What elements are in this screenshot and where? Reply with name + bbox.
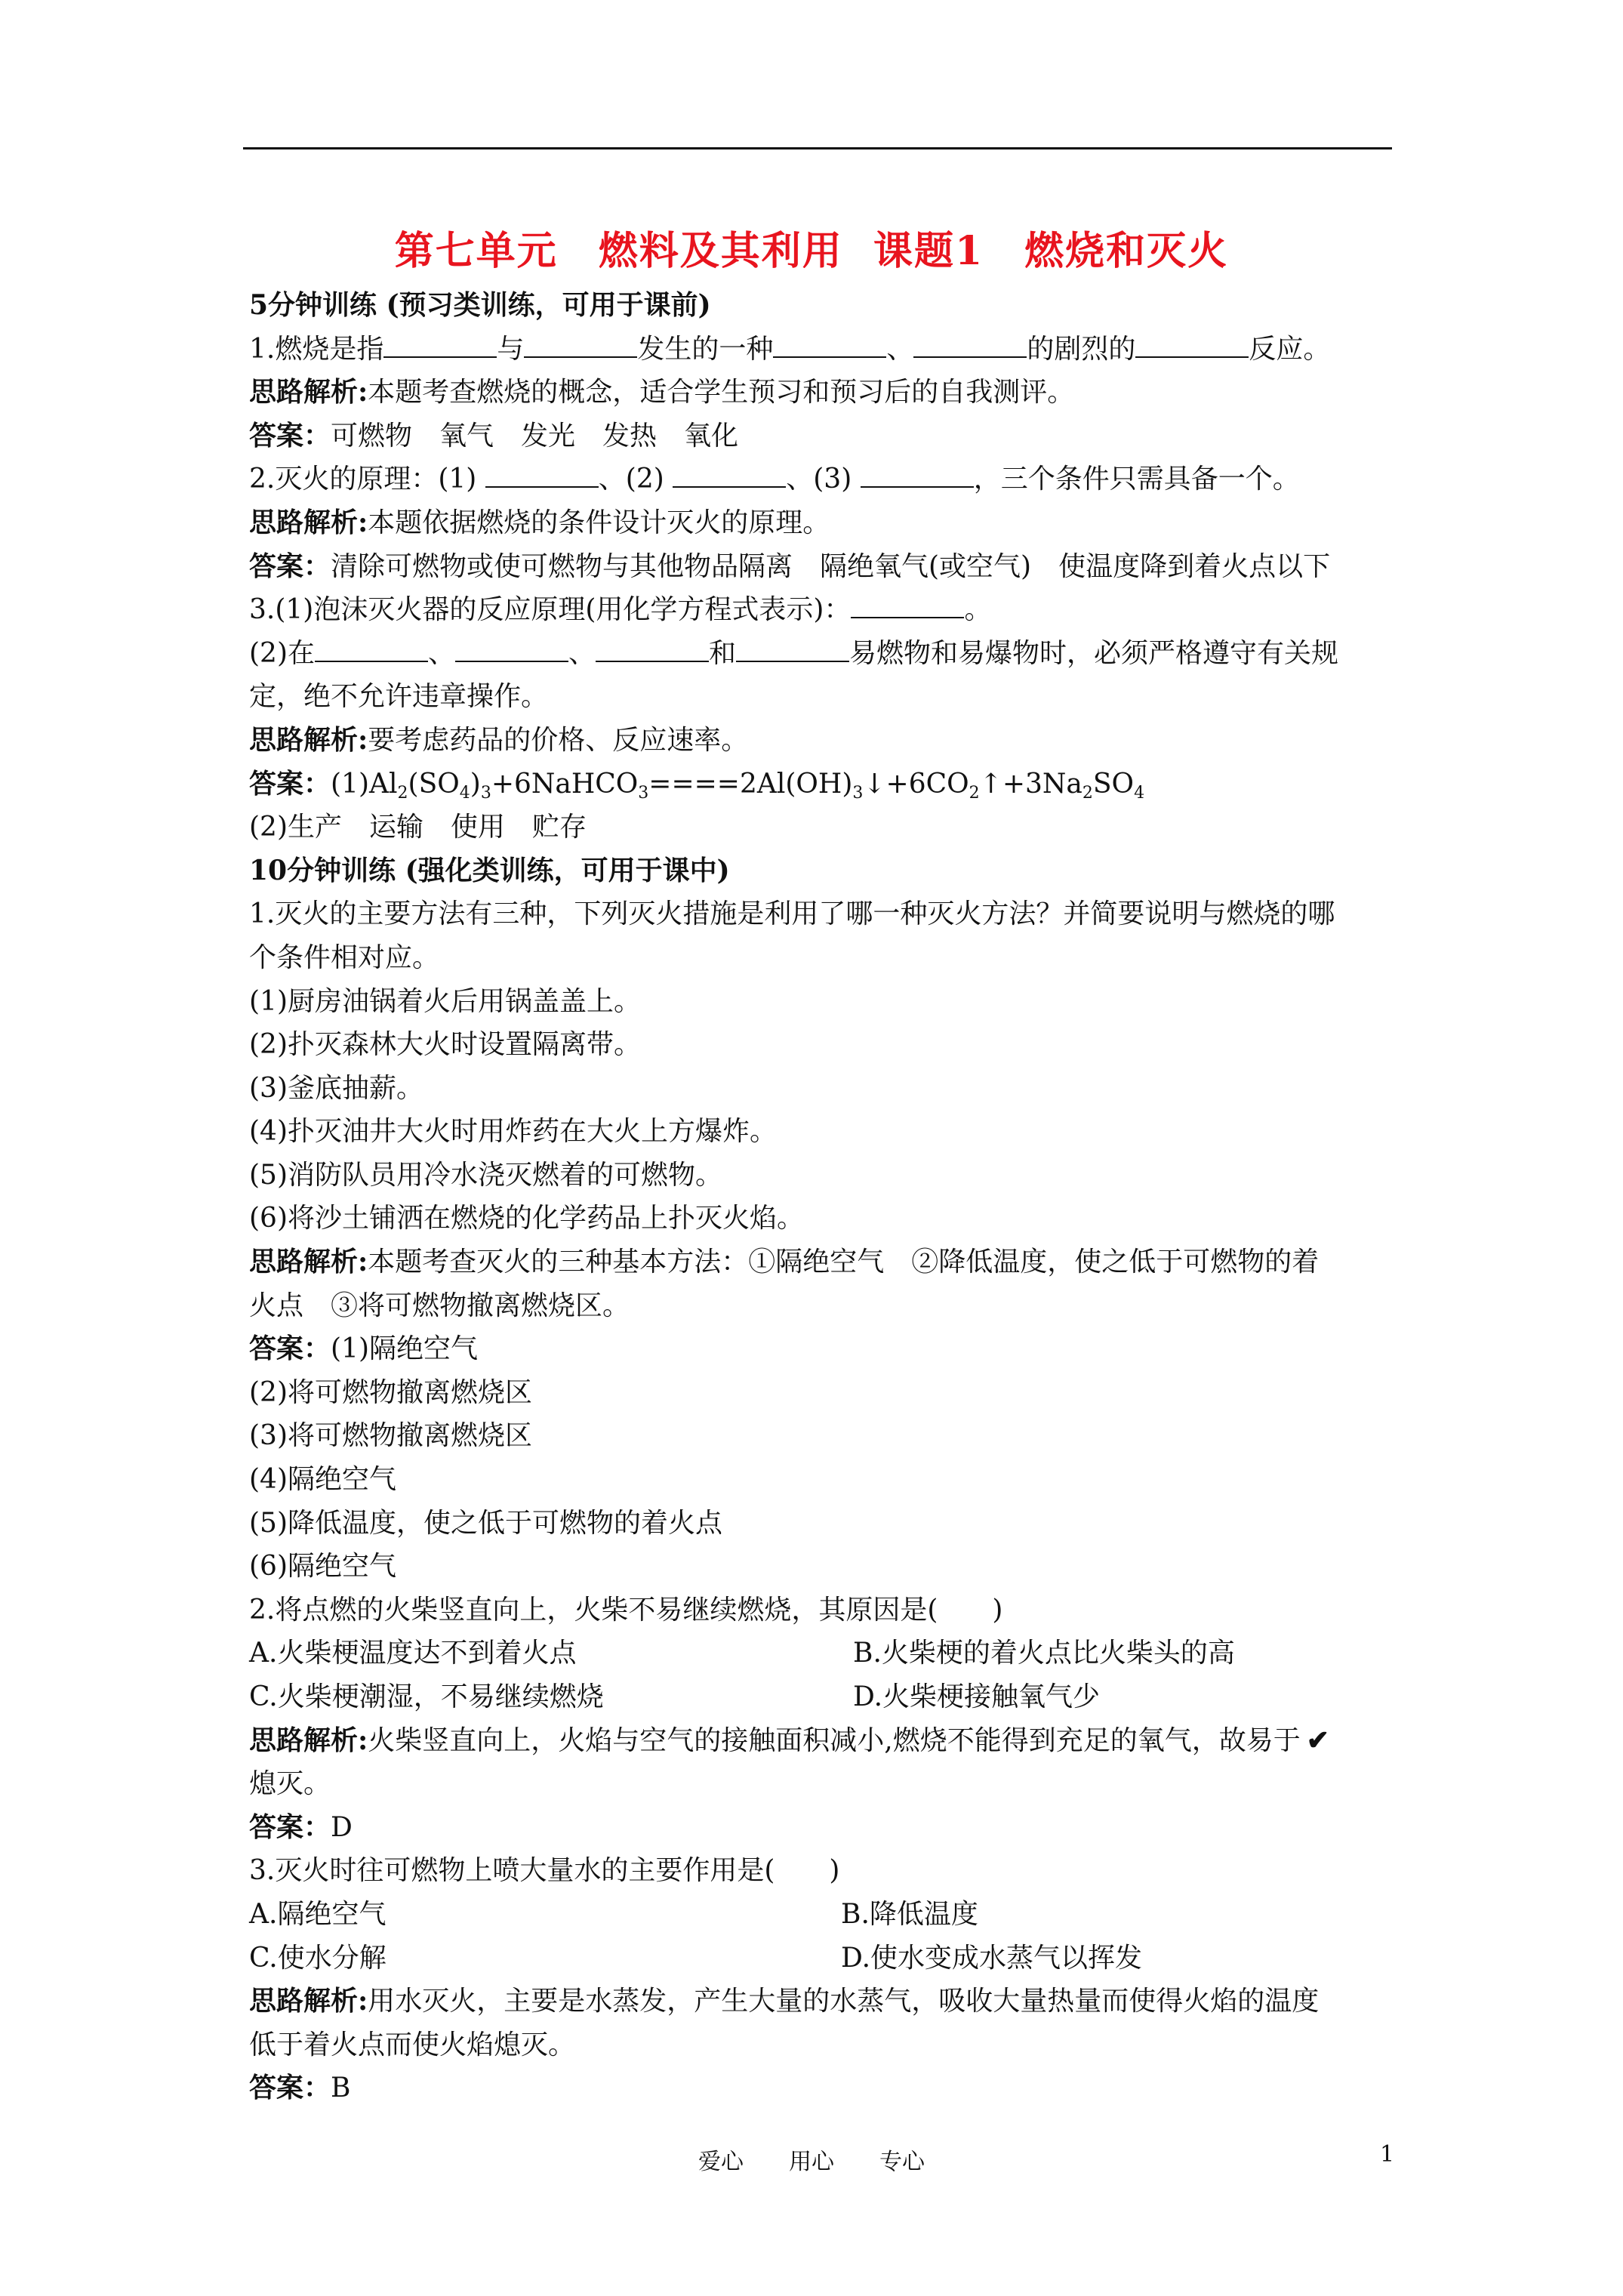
analysis-cont: 低于着火点而使火焰熄灭。 — [249, 2029, 576, 2060]
answer-blank — [861, 464, 974, 488]
page-title: 第七单元 燃料及其利用 课题1 燃烧和灭火 — [394, 228, 1229, 274]
checkmark-icon: ✔ — [1306, 1724, 1329, 1756]
answer-blank — [736, 638, 849, 662]
answer-item: (4)隔绝空气 — [249, 1464, 396, 1496]
list-item: (5)消防队员用冷水浇灭燃着的可燃物。 — [249, 1159, 722, 1191]
option-row — [249, 1937, 1397, 1980]
question-1-stem-cont: 个条件相对应。 — [249, 942, 440, 973]
section-heading: 5分钟训练 (预习类训练，可用于课前) — [249, 289, 711, 321]
answer: 答案：B — [249, 2072, 351, 2104]
answer-part2: (2)生产 运输 使用 贮存 — [249, 812, 587, 843]
option-row — [249, 1675, 1397, 1719]
option-c: C.使水分解 — [249, 1942, 387, 1974]
option-c: C.火柴梗潮湿，不易继续燃烧 — [249, 1681, 604, 1712]
answer-item: (2)将可燃物撤离燃烧区 — [249, 1376, 532, 1408]
question-3-stem: 3.(1)泡沫灭火器的反应原理(用化学方程式表示)： 。 — [249, 594, 992, 626]
question-3-part2-cont: 定，绝不允许违章操作。 — [249, 681, 549, 713]
option-d: D.使水变成水蒸气以挥发 — [841, 1942, 1143, 1974]
answer-item: (3)将可燃物撤离燃烧区 — [249, 1420, 532, 1452]
list-item: (2)扑灭森林大火时设置隔离带。 — [249, 1029, 641, 1061]
header-rule — [243, 147, 1392, 149]
question-1-stem: 1.灭火的主要方法有三种，下列灭火措施是利用了哪一种灭火方法？并简要说明与燃烧的哪 — [249, 898, 1335, 930]
analysis: 思路解析:火柴竖直向上，火焰与空气的接触面积减小,燃烧不能得到充足的氧气，故易于 ✔ — [249, 1719, 1397, 1763]
answer-equation: 答案：$(1)Al_2(SO_4)_3+6NaHCO_3====2Al(OH)_3↓+6CO_2↑+3Na_2SO_4$ — [249, 767, 1145, 803]
answer-item: (6)隔绝空气 — [249, 1551, 396, 1583]
analysis-cont: 熄灭。 — [249, 1768, 331, 1800]
answer: 答案：可燃物 氧气 发光 发热 氧化 — [249, 419, 739, 451]
answer-blank — [913, 334, 1027, 358]
question-3-part2: (2)在 、 、 和 易燃物和易爆物时，必须严格遵守有关规 — [249, 637, 1339, 669]
answer-blank — [596, 638, 709, 662]
answer-blank — [383, 334, 497, 358]
answer-blank — [851, 594, 964, 618]
analysis: 思路解析:用水灭火，主要是水蒸发，产生大量的水蒸气，吸收大量热量而使得火焰的温度 — [249, 1985, 1320, 2017]
option-b: B.降低温度 — [841, 1898, 978, 1930]
question-2-stem: 2.灭火的原理：(1) 、(2) 、(3) ，三个条件只需具备一个。 — [249, 464, 1300, 495]
answer-blank — [315, 638, 428, 662]
section-heading: 10分钟训练 (强化类训练，可用于课中) — [249, 854, 730, 886]
option-b: B.火柴梗的着火点比火柴头的高 — [853, 1638, 1235, 1669]
answer-item: (5)降低温度，使之低于可燃物的着火点 — [249, 1507, 722, 1539]
page-footer: 爱心 用心 专心 — [698, 2149, 925, 2175]
answer-blank — [1135, 334, 1249, 358]
analysis-cont: 火点 ③将可燃物撤离燃烧区。 — [249, 1290, 630, 1321]
answer-blank — [455, 638, 568, 662]
option-a: A.隔绝空气 — [249, 1898, 387, 1930]
list-item: (6)将沙土铺洒在燃烧的化学药品上扑灭火焰。 — [249, 1203, 804, 1234]
document-body — [249, 284, 1397, 2110]
analysis: 思路解析:本题考查灭火的三种基本方法：①隔绝空气 ②降低温度，使之低于可燃物的着 — [249, 1246, 1320, 1278]
answer-blank — [773, 334, 886, 358]
answer-blank — [524, 334, 637, 358]
analysis: 思路解析:本题依据燃烧的条件设计灭火的原理。 — [249, 506, 830, 538]
analysis: 思路解析:本题考查燃烧的概念，适合学生预习和预习后的自我测评。 — [249, 376, 1075, 408]
question-2-stem: 2.将点燃的火柴竖直向上，火柴不易继续燃烧，其原因是( ) — [249, 1594, 1003, 1626]
list-item: (1)厨房油锅着火后用锅盖盖上。 — [249, 985, 641, 1017]
answer: 答案：(1)隔绝空气 — [249, 1333, 479, 1365]
answer: 答案：D — [249, 1811, 353, 1843]
option-d: D.火柴梗接触氧气少 — [853, 1681, 1101, 1712]
question-1-stem: 1.燃烧是指 与 发生的一种 、 的剧烈的 反应。 — [249, 333, 1331, 365]
analysis: 思路解析:要考虑药品的价格、反应速率。 — [249, 723, 749, 756]
option-a: A.火柴梗温度达不到着火点 — [249, 1638, 577, 1669]
option-row — [249, 1893, 1397, 1937]
answer-blank — [485, 464, 599, 488]
question-3-stem: 3.灭火时往可燃物上喷大量水的主要作用是( ) — [249, 1855, 840, 1887]
list-item: (3)釜底抽薪。 — [249, 1072, 423, 1104]
answer: 答案：清除可燃物或使可燃物与其他物品隔离 隔绝氧气(或空气) 使温度降到着火点以下 — [249, 550, 1331, 582]
option-row — [249, 1632, 1397, 1675]
answer-blank — [673, 464, 786, 488]
list-item: (4)扑灭油井大火时用炸药在大火上方爆炸。 — [249, 1116, 777, 1148]
page-number: 1 — [1380, 2141, 1395, 2168]
